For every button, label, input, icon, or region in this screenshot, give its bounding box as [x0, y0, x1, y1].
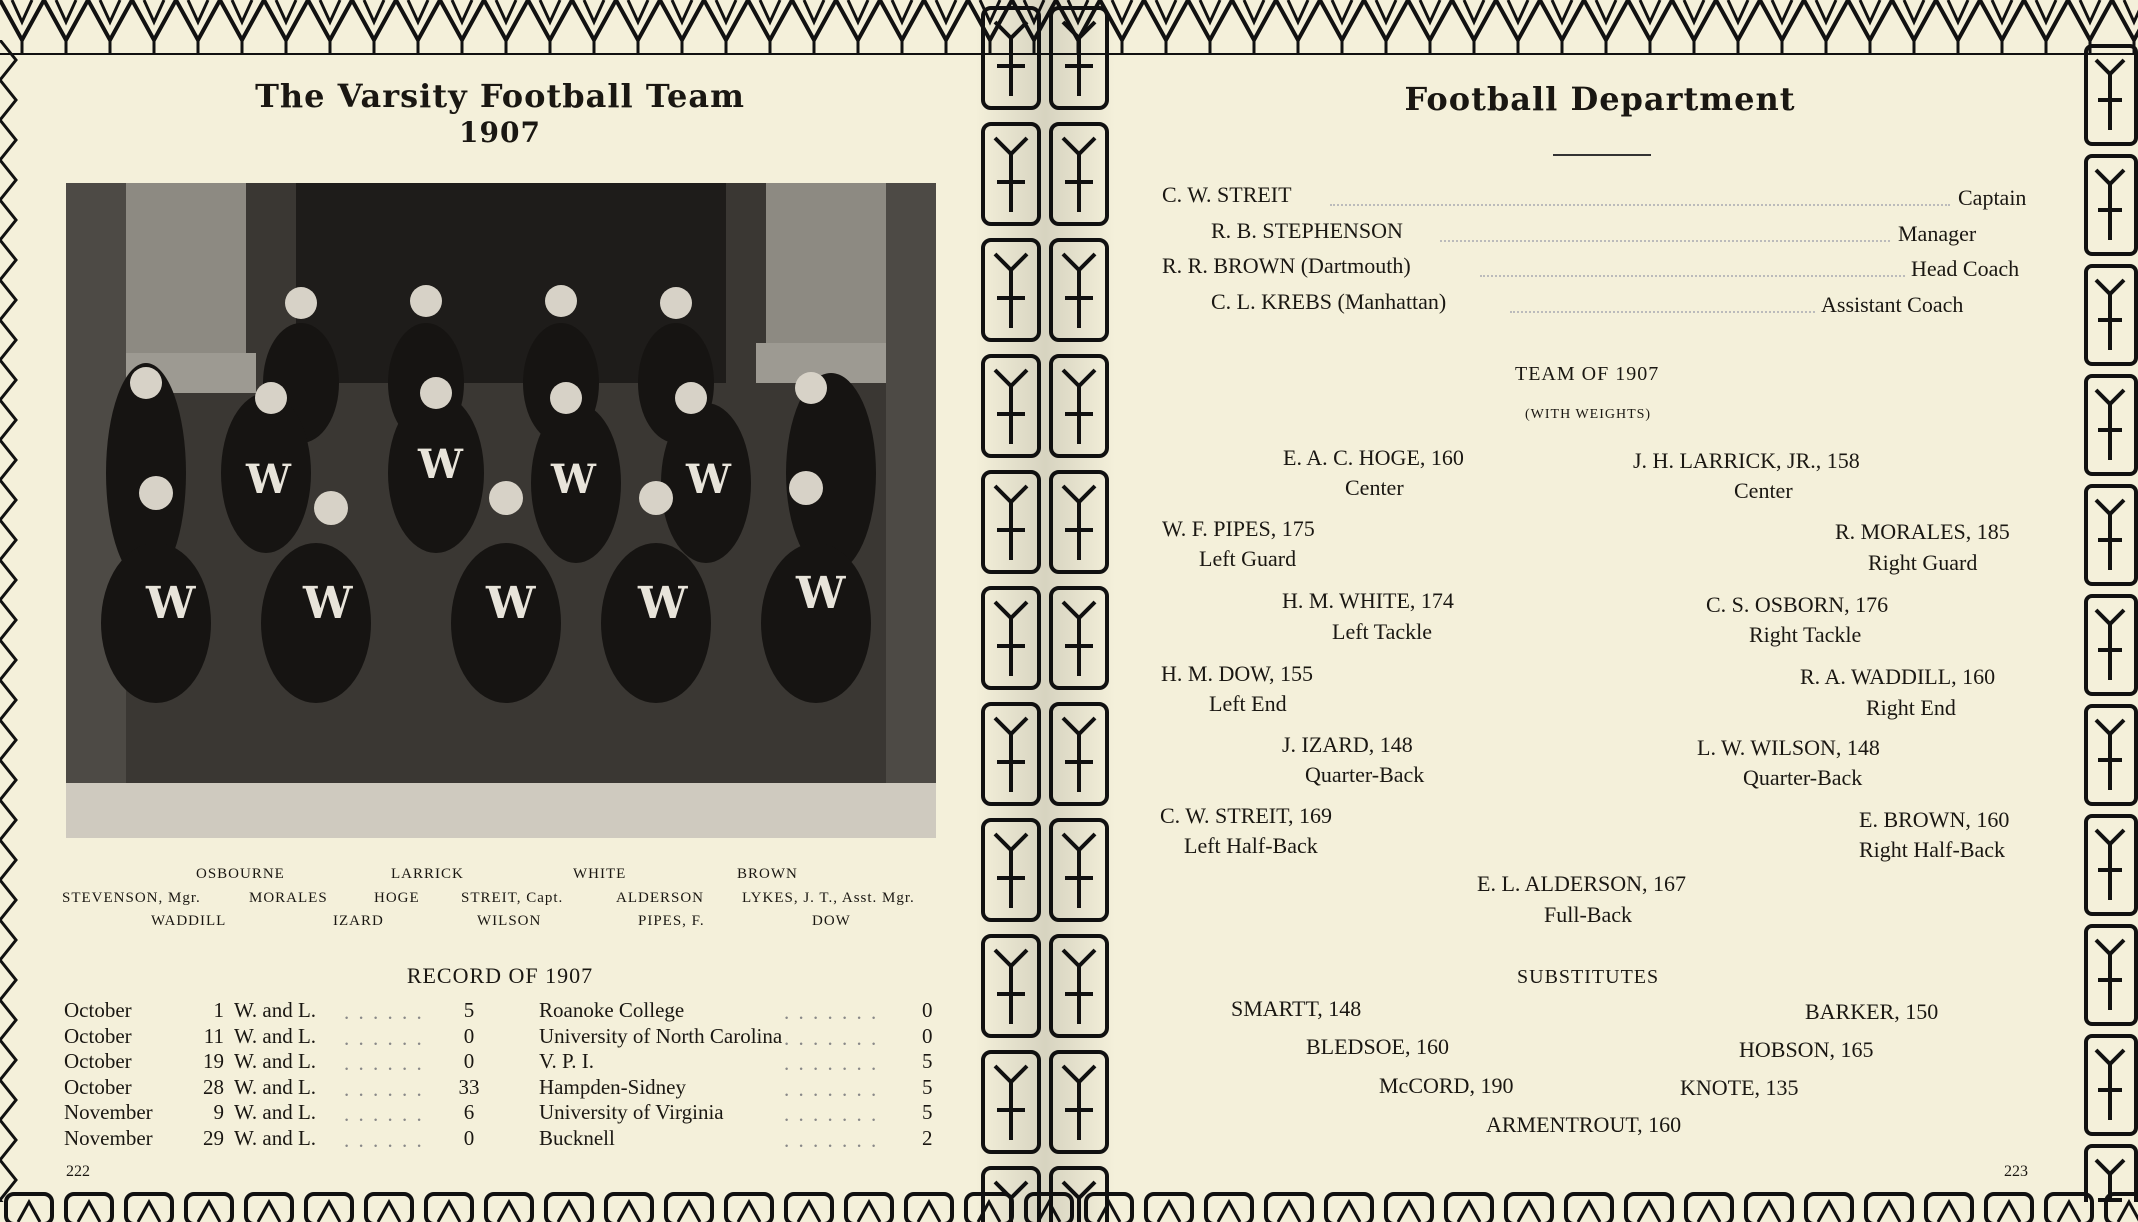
- record-opponent: University of Virginia: [539, 1100, 724, 1124]
- svg-text:W: W: [796, 568, 846, 619]
- record-day: 29: [203, 1125, 224, 1150]
- record-row: [64, 998, 944, 1024]
- player-position: Left End: [1209, 691, 1287, 716]
- player-name: E. BROWN, 160: [1859, 807, 2010, 832]
- department-title: Football Department: [1404, 80, 1796, 118]
- record-row: [64, 1100, 944, 1126]
- record-opp-score: 5: [922, 1074, 933, 1099]
- record-opponent: Roanoke College: [539, 998, 685, 1022]
- svg-text:W: W: [146, 578, 196, 629]
- page-number: 222: [66, 1163, 90, 1180]
- team-photograph: [66, 183, 936, 838]
- staff-role: Assistant Coach: [1821, 292, 1964, 317]
- page-number: 223: [2004, 1163, 2028, 1180]
- record-score: 33: [458, 1074, 480, 1099]
- dot-leader: . . . . . . .: [784, 1051, 879, 1075]
- record-team: W. and L.: [234, 1049, 317, 1073]
- record-month: October: [64, 1074, 132, 1099]
- dot-leader: . . . . . . .: [784, 1102, 879, 1126]
- caption-name: STREIT, Capt.: [461, 890, 564, 906]
- record-row: [64, 1126, 944, 1152]
- record-score: 0: [463, 1023, 475, 1048]
- caption-name: PIPES, F.: [638, 913, 705, 929]
- record-opp-score: 2: [922, 1125, 933, 1150]
- dot-leader: . . . . . . .: [784, 1127, 879, 1152]
- caption-name: IZARD: [333, 913, 384, 929]
- right-ornament-border: [2080, 40, 2138, 1202]
- dot-leader: . . . . . .: [344, 1051, 424, 1075]
- record-team: W. and L.: [234, 1125, 317, 1150]
- team-subheading: (WITH WEIGHTS): [1525, 407, 1652, 422]
- staff-role: Captain: [1958, 185, 2027, 210]
- record-score: 0: [463, 1049, 475, 1073]
- record-month: November: [64, 1125, 153, 1150]
- player-name: W. F. PIPES, 175: [1162, 516, 1315, 541]
- record-row: [64, 1075, 944, 1101]
- dot-leader: [1510, 311, 1815, 313]
- record-day: 19: [203, 1049, 224, 1073]
- player-position: Center: [1345, 475, 1404, 500]
- substitute: BARKER, 150: [1805, 999, 1939, 1024]
- dot-leader: . . . . . .: [344, 1025, 424, 1050]
- caption-name: STEVENSON, Mgr.: [62, 890, 201, 906]
- staff-name: R. R. BROWN (Dartmouth): [1162, 253, 1411, 278]
- record-day: 28: [203, 1074, 224, 1099]
- record-row: [64, 1024, 944, 1050]
- player-position: Center: [1734, 478, 1793, 503]
- dot-leader: . . . . . . .: [784, 1000, 879, 1024]
- player-name: L. W. WILSON, 148: [1697, 735, 1880, 760]
- dot-leader: . . . . . .: [344, 1102, 424, 1126]
- record-opp-score: 5: [922, 1049, 933, 1073]
- page-year: 1907: [459, 116, 541, 149]
- record-row: [64, 1049, 944, 1075]
- caption-name: HOGE: [374, 890, 420, 906]
- record-opponent: University of North Carolina: [539, 1023, 783, 1048]
- dot-leader: . . . . . .: [344, 1127, 424, 1152]
- caption-name: ALDERSON: [616, 890, 705, 906]
- dot-leader: . . . . . .: [344, 1000, 424, 1024]
- player-name: R. A. WADDILL, 160: [1800, 664, 1996, 689]
- center-gutter-ornament: [975, 0, 1115, 1222]
- dot-leader: . . . . . . .: [784, 1076, 879, 1101]
- svg-text:W: W: [551, 456, 596, 503]
- caption-name: WILSON: [477, 913, 542, 929]
- title-rule: [1553, 154, 1651, 156]
- svg-text:W: W: [638, 578, 688, 629]
- record-month: November: [64, 1100, 153, 1124]
- record-opp-score: 0: [922, 1023, 933, 1048]
- record-team: W. and L.: [234, 1074, 317, 1099]
- record-score: 5: [463, 998, 475, 1022]
- svg-text:W: W: [486, 578, 536, 629]
- record-month: October: [64, 1049, 132, 1073]
- player-position: Right Guard: [1868, 550, 1978, 575]
- record-opp-score: 0: [922, 998, 933, 1022]
- player-name: H. M. WHITE, 174: [1282, 588, 1454, 613]
- caption-name: LYKES, J. T., Asst. Mgr.: [742, 890, 915, 906]
- dot-leader: . . . . . . .: [784, 1025, 879, 1050]
- record-score: 0: [463, 1125, 475, 1150]
- player-name: J. IZARD, 148: [1282, 732, 1413, 757]
- caption-name: OSBOURNE: [196, 866, 285, 882]
- staff-role: Head Coach: [1911, 256, 2020, 281]
- caption-name: WHITE: [573, 866, 627, 882]
- dot-leader: . . . . . .: [344, 1076, 424, 1101]
- dot-leader: [1440, 240, 1890, 242]
- substitute: SMARTT, 148: [1231, 996, 1362, 1021]
- player-position: Right Half-Back: [1859, 837, 2006, 862]
- player-name: H. M. DOW, 155: [1161, 661, 1313, 686]
- player-name: C. W. STREIT, 169: [1160, 803, 1332, 828]
- page-title: The Varsity Football Team: [255, 77, 745, 115]
- record-day: 9: [213, 1100, 224, 1124]
- player-position: Left Tackle: [1332, 619, 1433, 644]
- player-name: E. A. C. HOGE, 160: [1283, 445, 1464, 470]
- team-heading: TEAM OF 1907: [1515, 363, 1660, 385]
- record-day: 11: [203, 1023, 224, 1048]
- player-position: Full-Back: [1544, 902, 1632, 927]
- substitute: KNOTE, 135: [1680, 1075, 1799, 1100]
- record-team: W. and L.: [234, 1100, 317, 1124]
- player-name: R. MORALES, 185: [1835, 519, 2010, 544]
- record-month: October: [64, 1023, 132, 1048]
- staff-name: C. W. STREIT: [1162, 182, 1292, 207]
- substitute: HOBSON, 165: [1739, 1037, 1874, 1062]
- player-name: J. H. LARRICK, JR., 158: [1633, 448, 1860, 473]
- subs-heading: SUBSTITUTES: [1517, 966, 1660, 988]
- staff-name: C. L. KREBS (Manhattan): [1211, 289, 1447, 314]
- left-ornament-border: [0, 40, 20, 1202]
- record-team: W. and L.: [234, 998, 317, 1022]
- dot-leader: [1480, 275, 1905, 277]
- record-month: October: [64, 998, 132, 1022]
- record-day: 1: [213, 998, 224, 1022]
- player-position: Left Half-Back: [1184, 833, 1318, 858]
- player-position: Quarter-Back: [1305, 762, 1425, 787]
- record-title: RECORD OF 1907: [406, 963, 594, 988]
- substitute: ARMENTROUT, 160: [1486, 1112, 1682, 1137]
- player-position: Left Guard: [1199, 546, 1297, 571]
- record-opponent: Hampden-Sidney: [539, 1074, 686, 1099]
- svg-text:W: W: [418, 441, 463, 488]
- substitute: BLEDSOE, 160: [1306, 1034, 1449, 1059]
- staff-role: Manager: [1898, 221, 1977, 246]
- player-name: E. L. ALDERSON, 167: [1477, 871, 1686, 896]
- player-name: C. S. OSBORN, 176: [1706, 592, 1889, 617]
- record-opponent: V. P. I.: [539, 1049, 595, 1073]
- caption-name: WADDILL: [151, 913, 227, 929]
- svg-text:W: W: [303, 578, 353, 629]
- caption-name: BROWN: [737, 866, 798, 882]
- player-position: Quarter-Back: [1743, 765, 1863, 790]
- dot-leader: [1330, 204, 1950, 206]
- svg-text:W: W: [246, 456, 291, 503]
- substitute: McCORD, 190: [1379, 1073, 1514, 1098]
- svg-text:W: W: [686, 456, 731, 503]
- staff-name: R. B. STEPHENSON: [1211, 218, 1403, 243]
- record-opp-score: 5: [922, 1100, 933, 1124]
- player-position: Right End: [1866, 695, 1956, 720]
- record-team: W. and L.: [234, 1023, 317, 1048]
- player-position: Right Tackle: [1749, 622, 1862, 647]
- caption-name: DOW: [812, 913, 851, 929]
- caption-name: MORALES: [249, 890, 328, 906]
- record-opponent: Bucknell: [539, 1125, 615, 1150]
- record-score: 6: [463, 1100, 475, 1124]
- caption-name: LARRICK: [391, 866, 464, 882]
